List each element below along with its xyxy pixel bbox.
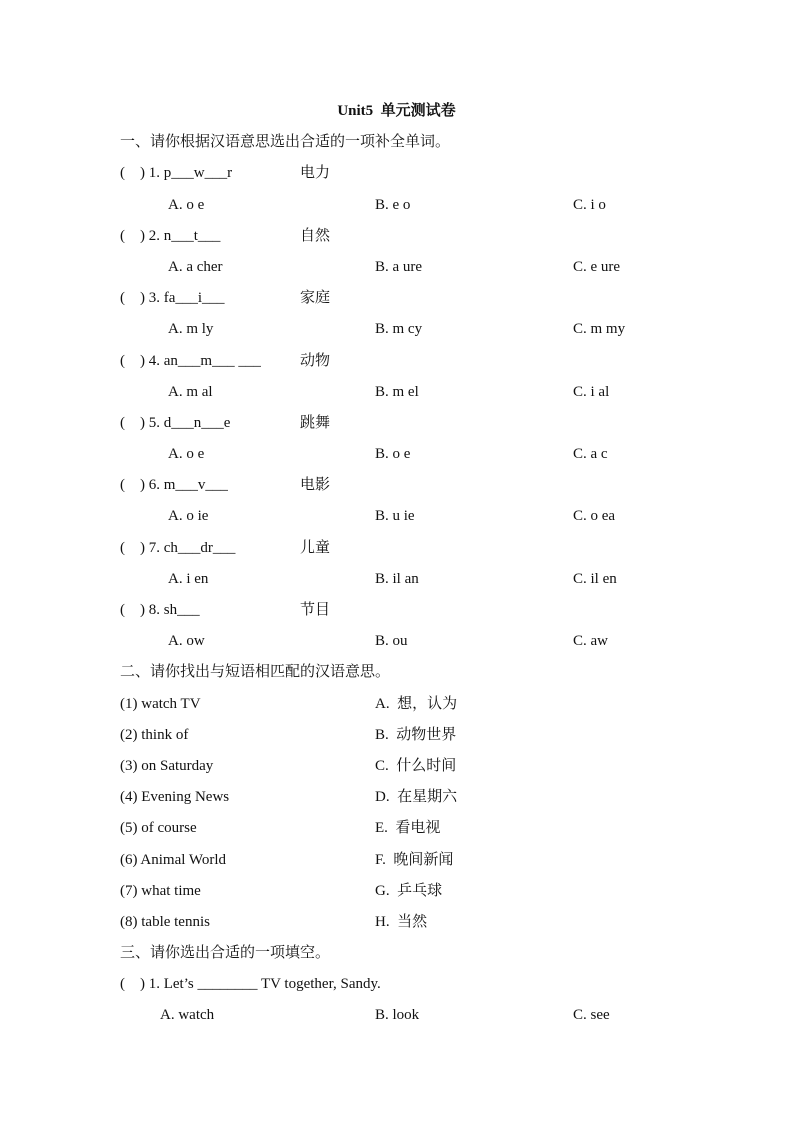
options-row xyxy=(0,626,793,657)
options-row xyxy=(0,501,793,532)
option-a: A. o e xyxy=(168,196,205,213)
worksheet-body xyxy=(0,96,793,1032)
question-meaning: 家庭 xyxy=(300,290,331,307)
question-stem: ( ) 2. n___t___ xyxy=(120,227,221,244)
options-row xyxy=(0,377,793,408)
option-c: C. i o xyxy=(573,196,606,213)
phrase-english: (8) table tennis xyxy=(120,913,210,930)
phrase-chinese: F. 晚间新闻 xyxy=(375,851,454,868)
option-a: A. o e xyxy=(168,446,205,463)
option-a: A. o ie xyxy=(168,508,209,525)
option-a: A. a cher xyxy=(168,258,223,275)
option-c: C. a c xyxy=(573,446,608,463)
option-c: C. m my xyxy=(573,321,626,338)
match-row xyxy=(0,813,793,844)
option-b: B. m el xyxy=(375,383,419,400)
option-a: A. watch xyxy=(160,1007,215,1024)
option-c: C. il en xyxy=(573,570,617,587)
option-a: A. ow xyxy=(168,633,205,650)
options-row xyxy=(0,252,793,283)
question-meaning: 电影 xyxy=(300,477,331,494)
question-stem: ( ) 1. Let’s ________ TV together, Sandy. xyxy=(120,976,381,993)
option-b: B. ou xyxy=(375,633,408,650)
phrase-chinese: A. 想，认为 xyxy=(375,695,458,712)
phrase-english: (6) Animal World xyxy=(120,851,227,868)
question-meaning: 自然 xyxy=(300,227,331,244)
question-stem: ( ) 7. ch___dr___ xyxy=(120,539,236,556)
option-b: B. a ure xyxy=(375,258,423,275)
phrase-english: (5) of course xyxy=(120,820,197,837)
option-b: B. u ie xyxy=(375,508,415,525)
question-meaning: 节目 xyxy=(300,602,331,618)
phrase-chinese: G. 乒乓球 xyxy=(375,882,443,899)
phrase-chinese: H. 当然 xyxy=(375,913,428,930)
question-meaning: 动物 xyxy=(300,352,331,369)
question-stem: ( ) 4. an___m___ ___ xyxy=(120,352,261,369)
question-stem: ( ) 8. sh___ xyxy=(120,602,200,618)
section-3-heading: 三、请你选出合适的一项填空。 xyxy=(120,945,331,962)
match-row xyxy=(0,720,793,751)
page-title: Unit5 单元测试卷 xyxy=(337,103,456,119)
options-row xyxy=(0,190,793,221)
option-a: A. m al xyxy=(168,383,213,400)
phrase-chinese: E. 看电视 xyxy=(375,820,441,837)
match-row xyxy=(0,751,793,782)
question-stem: ( ) 1. p___w___r xyxy=(120,165,233,182)
question-row xyxy=(0,470,793,501)
options-row xyxy=(0,564,793,595)
option-c: C. i al xyxy=(573,383,610,400)
question-row xyxy=(0,408,793,439)
phrase-english: (2) think of xyxy=(120,726,189,743)
option-c: C. e ure xyxy=(573,258,621,275)
match-row xyxy=(0,907,793,938)
question-stem: ( ) 6. m___v___ xyxy=(120,477,228,494)
phrase-english: (3) on Saturday xyxy=(120,757,214,774)
option-b: B. look xyxy=(375,1007,420,1024)
match-row xyxy=(0,689,793,720)
question-meaning: 儿童 xyxy=(300,539,331,556)
question-row xyxy=(0,595,793,626)
option-b: B. il an xyxy=(375,570,419,587)
phrase-chinese: B. 动物世界 xyxy=(375,726,457,743)
options-row xyxy=(0,1000,793,1031)
phrase-english: (1) watch TV xyxy=(120,695,201,712)
option-b: B. o e xyxy=(375,446,411,463)
option-c: C. see xyxy=(573,1007,610,1024)
question-row xyxy=(0,221,793,252)
match-row xyxy=(0,876,793,907)
question-meaning: 跳舞 xyxy=(300,414,331,431)
phrase-english: (7) what time xyxy=(120,882,201,899)
option-b: B. m cy xyxy=(375,321,423,338)
question-meaning: 电力 xyxy=(300,165,331,182)
question-stem: ( ) 5. d___n___e xyxy=(120,414,231,431)
options-row xyxy=(0,439,793,470)
phrase-chinese: D. 在星期六 xyxy=(375,789,458,806)
question-row xyxy=(0,533,793,564)
options-row xyxy=(0,314,793,345)
question-row xyxy=(0,969,793,1000)
phrase-chinese: C. 什么时间 xyxy=(375,757,457,774)
match-row xyxy=(0,782,793,813)
phrase-english: (4) Evening News xyxy=(120,789,230,806)
option-a: A. m ly xyxy=(168,321,214,338)
question-row xyxy=(0,283,793,314)
question-row xyxy=(0,158,793,189)
section-2-heading: 二、请你找出与短语相匹配的汉语意思。 xyxy=(120,664,391,681)
match-row xyxy=(0,845,793,876)
question-row xyxy=(0,346,793,377)
option-c: C. o ea xyxy=(573,508,616,525)
section-1-heading: 一、请你根据汉语意思选出合适的一项补全单词。 xyxy=(120,134,451,151)
option-c: C. aw xyxy=(573,633,608,650)
question-stem: ( ) 3. fa___i___ xyxy=(120,290,225,307)
option-a: A. i en xyxy=(168,570,209,587)
option-b: B. e o xyxy=(375,196,411,213)
